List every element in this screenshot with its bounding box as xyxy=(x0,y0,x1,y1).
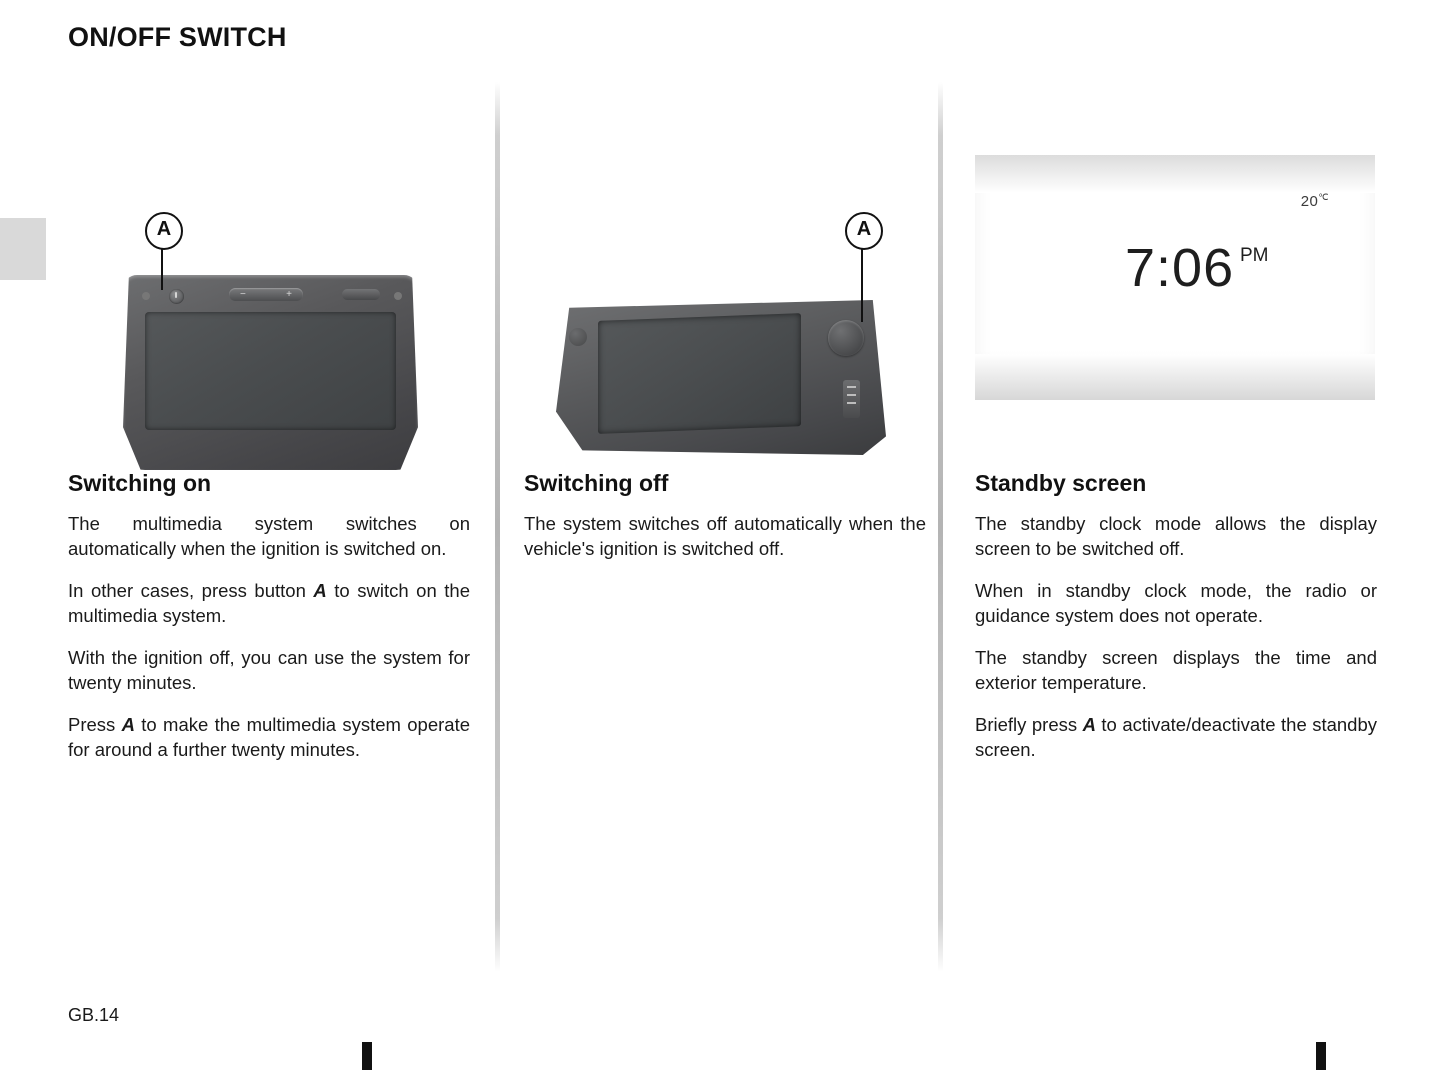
volume-plus-label: + xyxy=(286,289,292,300)
paragraph-on-1: The multimedia system switches on automatically when the ignition is switched on. xyxy=(68,513,470,559)
callout-leader-figure1 xyxy=(161,246,163,290)
exterior-temperature xyxy=(1301,192,1329,210)
volume-rocker[interactable] xyxy=(229,288,303,301)
callout-a-figure2: A xyxy=(845,212,883,250)
power-button-a[interactable] xyxy=(169,289,184,304)
column-switching-on xyxy=(68,470,470,779)
sensor-right-icon xyxy=(394,292,402,300)
crop-mark-left xyxy=(362,1042,372,1070)
paragraph-standby-3: The standby screen displays the time and exterior temperature. xyxy=(975,647,1377,693)
paragraph-standby-1: The standby clock mode allows the display screen to be switched off. xyxy=(975,513,1377,559)
multimedia-head-unit-angled xyxy=(556,300,886,455)
paragraph-on-2: In other cases, press button A to switch on the multimedia system. xyxy=(68,580,471,626)
standby-screen-display xyxy=(975,155,1375,400)
power-knob-a[interactable] xyxy=(828,320,864,356)
standby-clock-meridiem: PM xyxy=(1240,245,1269,266)
left-knob[interactable] xyxy=(569,328,587,346)
column-divider-1 xyxy=(495,82,500,972)
column-switching-off xyxy=(524,470,926,578)
volume-minus-label: − xyxy=(240,289,246,300)
temperature-value: 20 xyxy=(1300,193,1319,210)
head-unit-display xyxy=(145,312,396,430)
side-buttons[interactable] xyxy=(843,380,860,418)
sensor-left-icon xyxy=(142,292,150,300)
page-title: ON/OFF SWITCH xyxy=(68,22,287,52)
column-standby-screen xyxy=(975,470,1377,779)
paragraph-on-4: Press A to make the multimedia system operate for around a further twenty minutes. xyxy=(68,714,470,760)
screen-glow-bottom xyxy=(975,354,1375,400)
standby-clock-time: 7:06 xyxy=(1125,238,1235,298)
callout-leader-figure2 xyxy=(861,246,863,322)
paragraph-off-1: The system switches off automatically when the vehicle's ignition is switched off. xyxy=(524,513,926,559)
page-number: GB.14 xyxy=(68,1005,120,1025)
head-unit-display-angled xyxy=(598,313,801,434)
crop-mark-right xyxy=(1316,1042,1326,1070)
media-slot[interactable] xyxy=(342,289,380,300)
paragraph-standby-4: Briefly press A to activate/deactivate the standby screen. xyxy=(975,714,1377,760)
section-edge-tab xyxy=(0,218,46,280)
callout-a-figure1: A xyxy=(145,212,183,250)
screen-glow-top xyxy=(975,155,1375,193)
paragraph-on-3: With the ignition off, you can use the system for twenty minutes. xyxy=(68,647,470,693)
heading-switching-on: Switching on xyxy=(68,470,212,496)
multimedia-head-unit-front xyxy=(123,275,418,470)
paragraph-standby-2: When in standby clock mode, the radio or guidance system does not operate. xyxy=(975,580,1377,626)
temperature-unit: ℃ xyxy=(1318,192,1329,202)
heading-switching-off: Switching off xyxy=(524,470,669,496)
column-divider-2 xyxy=(938,82,943,972)
heading-standby-screen: Standby screen xyxy=(975,470,1147,496)
